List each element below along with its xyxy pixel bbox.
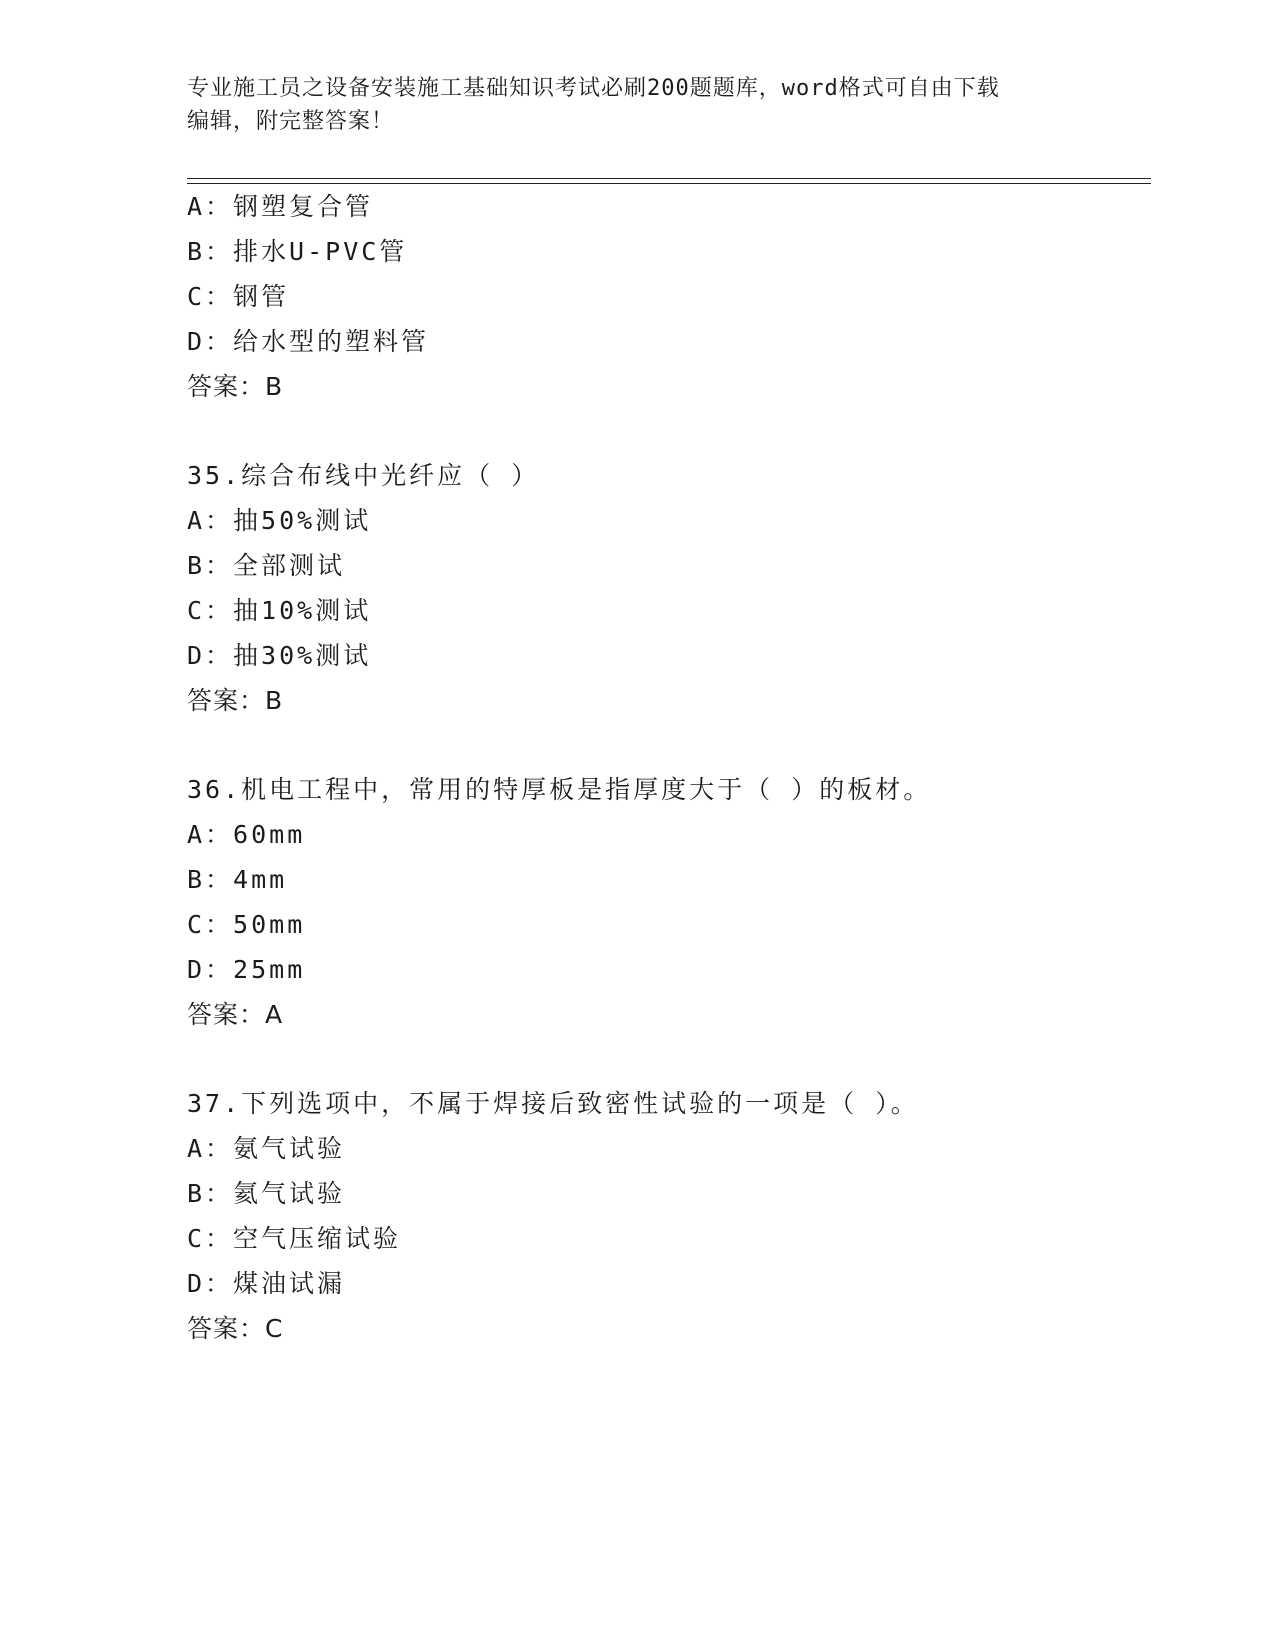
header-divider-bottom [187, 183, 1151, 184]
option-c: C：空气压缩试验 [187, 1224, 402, 1253]
header-divider-top [187, 178, 1151, 179]
option-a: A：氨气试验 [187, 1134, 346, 1163]
option-d: D：煤油试漏 [187, 1269, 346, 1298]
title-line-1: 专业施工员之设备安装施工基础知识考试必刷200题题库，word格式可自由下载 [187, 76, 1000, 101]
question-stem: 36.机电工程中，常用的特厚板是指厚度大于（ ）的板材。 [187, 775, 932, 804]
option-b: B：4mm [187, 865, 288, 894]
option-b: B：全部测试 [187, 551, 346, 580]
answer-line: 答案：A [187, 1000, 284, 1029]
option-a: A：抽50%测试 [187, 506, 372, 535]
question-stem: 35.综合布线中光纤应（ ） [187, 461, 540, 490]
option-d: D：25mm [187, 955, 306, 984]
option-b: B：氦气试验 [187, 1179, 346, 1208]
option-a: A：60mm [187, 820, 306, 849]
answer-line: 答案：B [187, 372, 284, 401]
option-c: C：钢管 [187, 282, 290, 311]
answer-line: 答案：C [187, 1314, 284, 1343]
option-b: B：排水U-PVC管 [187, 237, 408, 266]
option-d: D：给水型的塑料管 [187, 327, 430, 356]
document-title [187, 72, 1087, 138]
option-c: C：50mm [187, 910, 306, 939]
answer-line: 答案：B [187, 686, 284, 715]
option-d: D：抽30%测试 [187, 641, 372, 670]
title-line-2: 编辑，附完整答案！ [187, 109, 395, 134]
question-stem: 37.下列选项中，不属于焊接后致密性试验的一项是（ ）。 [187, 1089, 919, 1118]
option-a: A：钢塑复合管 [187, 192, 374, 221]
option-c: C：抽10%测试 [187, 596, 372, 625]
